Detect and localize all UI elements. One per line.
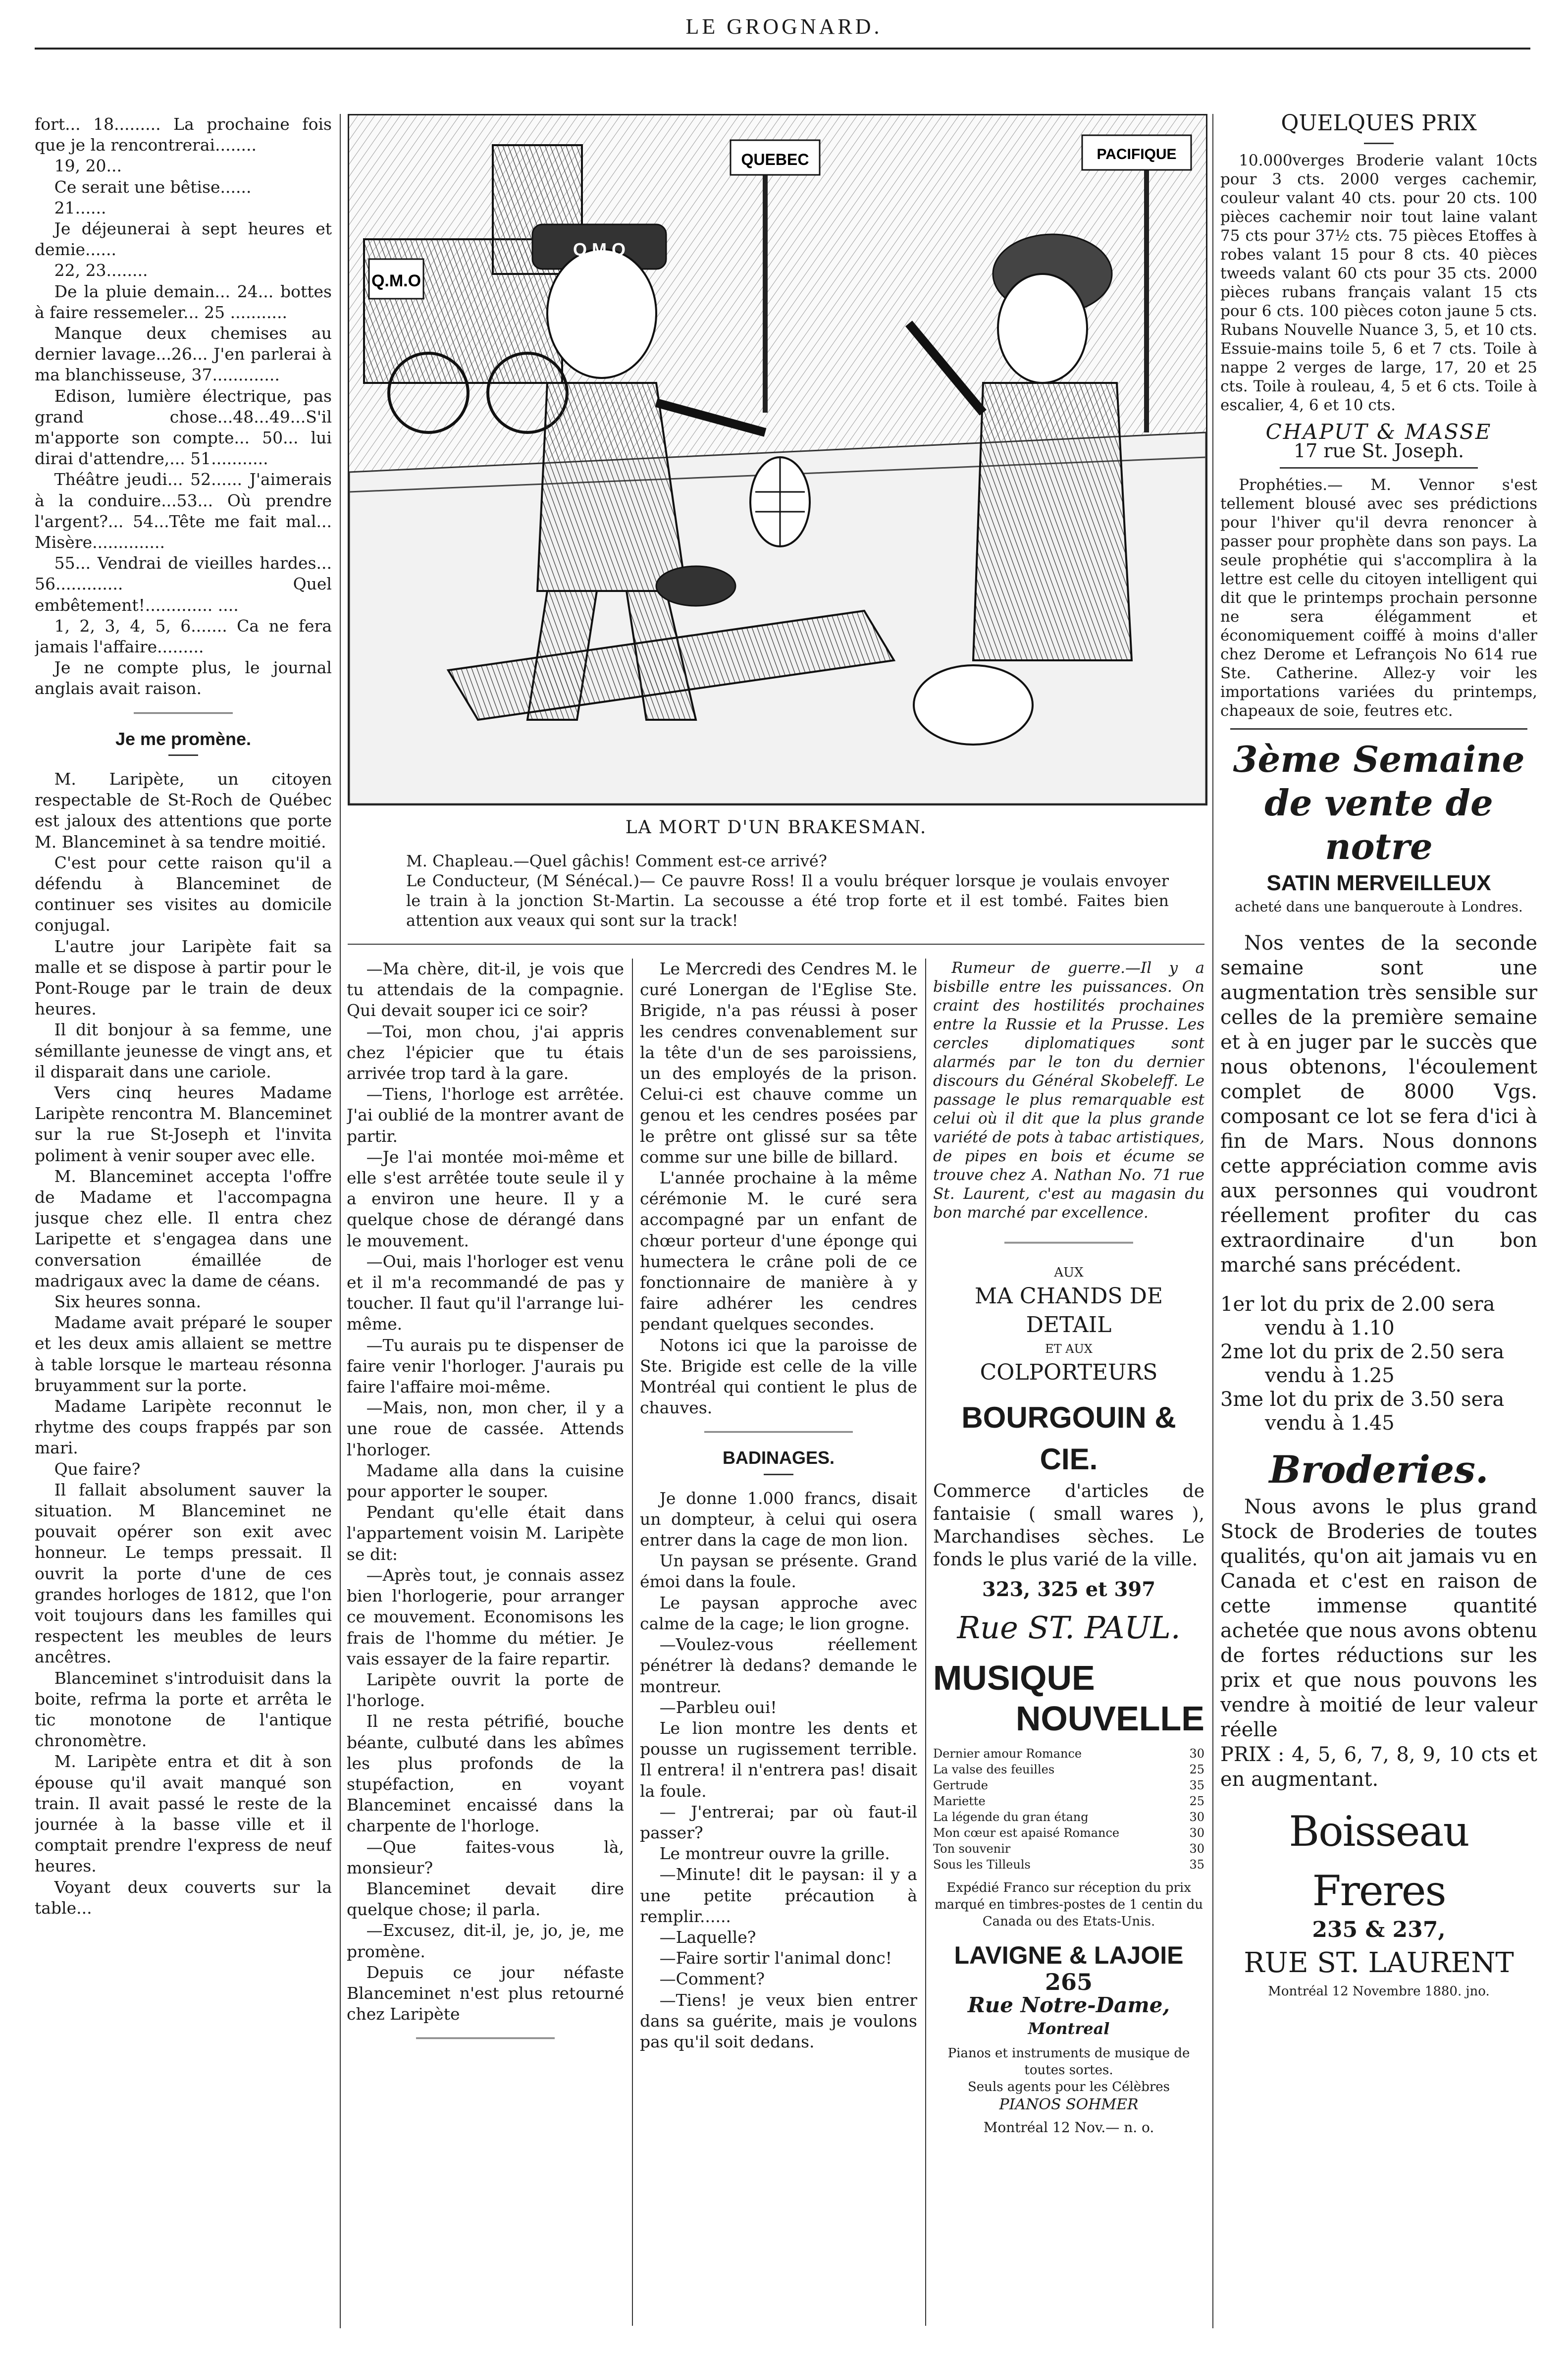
sign-quebec-label: QUEBEC	[741, 151, 809, 168]
paragraph: —Je l'ai montée moi-même et elle s'est arrêtée toute seule il y a environ une heure. Il y a quelque chose de dérangé dans le mouvement.	[347, 1147, 624, 1250]
quelques-prix-title: QUELQUES PRIX	[1281, 114, 1477, 136]
paragraph: Edison, lumière électrique, pas grand chose...48...49...S'il m'apporte son compte... 50... lui dirai d'attendre,... 51...........	[35, 386, 332, 469]
column-3	[640, 959, 917, 2326]
paragraph: Que faire?	[54, 1459, 141, 1479]
broderies-text: Nous avons le plus grand Stock de Broderies de toutes qualités, qu'on ait jamais vu en Canada et c'est en raison de cette immense quantité achetée que nous avons obtenu de fortes réductions sur les prix et que nous pouvons les vendre à moitié de leur valeur réelle	[1220, 1496, 1537, 1741]
paragraph: —Comment?	[659, 1969, 765, 1989]
musique-date: Montréal 12 Nov.— n. o.	[983, 2119, 1154, 2136]
badinages-article	[640, 1488, 917, 2052]
bourgouin-ad	[933, 1263, 1204, 1648]
broderies-prix: PRIX : 4, 5, 6, 7, 8, 9, 10 cts et en augmentant.	[1220, 1743, 1537, 1791]
semaine-line-3: notre	[1325, 825, 1433, 867]
paragraph: Je déjeunerai à sept heures et demie......	[35, 219, 332, 260]
paragraph: Le paysan approche avec calme de la cage; le lion grogne.	[640, 1593, 917, 1633]
song-price: 25	[1189, 1794, 1204, 1808]
song-price: 30	[1189, 1826, 1204, 1840]
paragraph: fort... 18......... La prochaine fois que je la rencontrerai........	[35, 114, 332, 155]
song-name: Mariette	[933, 1794, 986, 1808]
paragraph: 55... Vendrai de vieilles hardes... 56............. Quel embêtement!............. ....	[35, 553, 332, 615]
paragraph: Il fallait absolument sauver la situation. M Blanceminet ne pouvait opérer son exit avec honneur. Le temps pressait. Il ouvrit la porte d'une de ces grandes horloges de 1812, que l'on voit toujours dans les familles qui respectent les meubles de leurs ancêtres.	[35, 1480, 332, 1667]
promene-title: Je me promène.	[115, 728, 252, 749]
song-price: 30	[1189, 1747, 1204, 1761]
semaine-ad	[1220, 738, 1537, 916]
franco-text: Expédié Franco sur réception du prix marqué en timbres-postes de 1 centin du Canada ou des Etats-Unis.	[934, 1880, 1203, 1929]
song-row	[933, 1809, 1204, 1825]
divider	[134, 712, 233, 714]
cartoon-illustration	[348, 114, 1207, 805]
paragraph: —Faire sortir l'animal donc!	[659, 1948, 892, 1968]
chaput-firm: CHAPUT & MASSE	[1265, 420, 1492, 444]
paragraph: Théâtre jeudi... 52...... J'aimerais à la conduire...53... Où prendre l'argent?... 54...Tête me fait mal... Misère..............	[35, 470, 332, 552]
pianos-text: Pianos et instruments de musique de toutes sortes.	[947, 2046, 1190, 2078]
column-1	[35, 114, 332, 2328]
paragraph: Madame alla dans la cuisine pour apporter le souper.	[347, 1460, 624, 1501]
divider	[1280, 467, 1478, 469]
lot-2-price: vendu à 1.25	[1265, 1364, 1395, 1387]
section-rule	[348, 944, 1204, 945]
paragraph: —Tiens, l'horloge est arrêtée. J'ai oublié de la montrer avant de partir.	[347, 1084, 624, 1146]
lavigne-number: 265	[1045, 1969, 1093, 1995]
colporteurs: COLPORTEURS	[980, 1360, 1158, 1385]
divider	[764, 1474, 793, 1475]
paragraph: Notons ici que la paroisse de Ste. Brigide est celle de la ville Montréal qui contient le plus de chauves.	[640, 1335, 917, 1418]
paragraph: —Ma chère, dit-il, je vois que tu attendais de la compagnie. Qui devait souper ici ce soir?	[347, 959, 624, 1020]
lot-3-price: vendu à 1.45	[1265, 1412, 1395, 1435]
paragraph: M. Laripète, un citoyen respectable de St-Roch de Québec est jaloux des attentions que porte M. Blanceminet à sa tendre moitié.	[35, 769, 332, 852]
paragraph: 1, 2, 3, 4, 5, 6....... Ca ne fera jamais l'affaire.........	[35, 616, 332, 657]
paragraph: Le lion montre les dents et pousse un rugissement terrible. Il entrera! il n'entrera pas! disait la foule.	[640, 1718, 917, 1801]
paragraph: Je ne compte plus, le journal anglais avait raison.	[35, 658, 332, 698]
song-price: 35	[1189, 1858, 1204, 1872]
song-row	[933, 1825, 1204, 1841]
paragraph: —Excusez, dit-il, je, jo, je, me promène.	[347, 1921, 624, 1961]
masthead: LE GROGNARD.	[685, 14, 883, 39]
paragraph: Le Mercredi des Cendres M. le curé Lonergan de l'Eglise Ste. Brigide, n'a pas réussi à poser les cendres convenablement sur la tête d'un de ses paroissiens, un des employés de la prison. Celui-ci est chauve comme un genou et les cendres posées par le prêtre ont glissé sur sa tête comme sur une bille de billard.	[640, 959, 917, 1167]
chaput-address: 17 rue St. Joseph.	[1293, 440, 1464, 462]
boisseau-number: 235 & 237,	[1312, 1917, 1446, 1942]
lot-1: 1er lot du prix de 2.00 sera	[1220, 1293, 1495, 1316]
paragraph: Blanceminet devait dire quelque chose; il parla.	[347, 1878, 624, 1920]
lot-3: 3me lot du prix de 3.50 sera	[1220, 1388, 1505, 1411]
lot-1-price: vendu à 1.10	[1265, 1317, 1395, 1339]
propheties-text: Prophéties.— M. Vennor s'est tellement blousé avec ses prédictions pour l'hiver qu'il devra renoncer à passer pour prophète dans son pays. La seule prophétie qui s'accomplira à la lettre est celle du citoyen intelligent qui dit que le printemps prochain personne ne sera élégamment et économiquement coiffé à moins d'aller chez Derome et Lefrançois No 614 rue Ste. Catherine. Allez-y voir les importations variées du printemps, chapeaux de soie, feutres etc.	[1220, 476, 1537, 720]
paragraph: —Parbleu oui!	[659, 1697, 777, 1717]
paragraph: Manque deux chemises au dernier lavage...26... J'en parlerai à ma blanchisseuse, 37.............	[35, 323, 332, 385]
divider	[704, 1431, 853, 1433]
divider	[1004, 1242, 1133, 1243]
paragraph: —Tiens! je veux bien entrer dans sa guérite, mais je voulons pas qu'il soit dedans.	[640, 1990, 917, 2051]
paragraph: —Après tout, je connais assez bien l'horlogerie, pour arranger ce mouvement. Economisons les frais de l'homme du métier. Je vais essayer de la faire repartir.	[347, 1565, 624, 1668]
paragraph: Voyant deux couverts sur la table...	[35, 1877, 332, 1918]
paragraph: L'année prochaine à la même cérémonie M. le curé sera accompagné par un enfant de chœur porteur d'une éponge qui humectera le crâne poli de ce fonctionnaire de manière à y faire adhérer les cendres pendant quelques secondes.	[640, 1168, 917, 1334]
prix-text: 10.000verges Broderie valant 10cts pour 3 cts. 2000 verges cachemir, couleur valant 40 cts. pour 20 cts. 100 pièces cachemir noir tout laine valant 75 cts pour 37½ cts. 75 pièces Etoffes à robes valant 15 pour 8 cts. 40 pièces tweeds valant 60 cts pour 35 cts. 2000 pièces rubans français valant 15 cts pour 6 cts. 100 pièces coton jaune 5 cts. Rubans Nouvelle Nuance 3, 5, et 10 cts. Essuie-mains toile 5, 6 et 7 cts. Toile à nappe 2 verges de large, 17, 20 et 25 cts. Toile à rouleau, 4, 5 et 6 cts. Toile à escalier, 4, 6 et 10 cts.	[1220, 152, 1537, 414]
paragraph: Blanceminet s'introduisit dans la boite, refrma la porte et arrêta le tic monotone de l'antique chronomètre.	[35, 1668, 332, 1751]
song-row	[933, 1762, 1204, 1777]
paragraph: Un paysan se présente. Grand émoi dans la foule.	[640, 1551, 917, 1592]
paragraph: —Oui, mais l'horloger est venu et il m'a recommandé de pas y toucher. Il faut qu'il l'arrange lui-même.	[347, 1251, 624, 1334]
song-name: La légende du gran étang	[933, 1810, 1089, 1824]
divider	[416, 2037, 555, 2039]
column-rule	[632, 959, 633, 2326]
lavigne-city: Montreal	[1028, 2019, 1110, 2038]
paragraph: —Tu aurais pu te dispenser de faire venir l'horloger. J'aurais pu faire l'affaire moi-même.	[347, 1335, 624, 1397]
paragraph: Je donne 1.000 francs, disait un dompteur, à celui qui osera entrer dans la cage de mon lion.	[640, 1488, 917, 1550]
song-row	[933, 1857, 1204, 1873]
paragraph: C'est pour cette raison qu'il a défendu à Blanceminet de continuer ses visites au domicile conjugal.	[35, 853, 332, 935]
promene-article	[35, 769, 332, 1919]
lot-2: 2me lot du prix de 2.50 sera	[1220, 1340, 1505, 1363]
paragraph: Ce serait une bêtise......	[54, 177, 252, 197]
song-price: 30	[1189, 1842, 1204, 1856]
paragraph: 21......	[54, 198, 106, 217]
song-name: Gertrude	[933, 1778, 988, 1792]
song-list	[933, 1746, 1204, 1873]
song-price: 30	[1189, 1810, 1204, 1824]
rumeur-article: Rumeur de guerre.—Il y a bisbille entre les puissances. On craint des hostilités prochaines entre la Russie et la Prusse. Les cercles diplomatiques sont alarmés par le ton du dernier discours du Général Skobeleff. Le passage le plus remarquable est celui où il dit que la plus grande variété de pots à tabac artistiques, de pipes en bois et écume se trouve chez A. Nathan No. 71 rue St. Laurent, c'est au magasin du bon marché par excellence.	[933, 959, 1204, 1222]
bourgouin-name: BOURGOUIN & CIE.	[961, 1401, 1176, 1476]
satin-title: SATIN MERVEILLEUX	[1266, 871, 1491, 895]
paragraph: —Laquelle?	[659, 1927, 756, 1947]
countdown-text	[35, 114, 332, 699]
pianos-brand: PIANOS SOHMER	[999, 2096, 1139, 2113]
musique-title: MUSIQUE	[933, 1659, 1095, 1697]
song-name: Ton souvenir	[933, 1842, 1011, 1856]
column-4	[933, 959, 1204, 2326]
ventes-text: Nos ventes de la seconde semaine sont une augmentation très sensible sur celles de la première semaine et à en juger par le succès que nous obtenons, l'écoulement complet de 8000 Vgs. composant ce lot se fera d'ici à fin de Mars. Nous donnons cette appréciation comme avis aux personnes qui voudront réellement profiter du cas extraordinaire d'un bon marché sans précédent.	[1220, 932, 1537, 1277]
bourgouin-street: Rue ST. PAUL.	[957, 1609, 1181, 1646]
musique-ad	[933, 1658, 1204, 2137]
lantern	[750, 457, 810, 546]
paragraph: Il ne resta pétrifié, bouche béante, culbuté dans les abîmes les plus profonds de la stupéfaction, en voyant Blanceminet encaissé dans la charpente de l'horloge.	[347, 1712, 624, 1836]
divider	[1230, 728, 1527, 730]
paragraph: Six heures sonna.	[54, 1291, 202, 1311]
et-aux: ET AUX	[1045, 1342, 1093, 1356]
paragraph: Le montreur ouvre la grille.	[659, 1844, 890, 1864]
divider	[168, 754, 198, 756]
boisseau-name: Boisseau Freres	[1289, 1807, 1469, 1915]
paragraph: — J'entrerai; par où faut-il passer?	[640, 1802, 917, 1842]
song-row	[933, 1746, 1204, 1762]
column-5	[1220, 114, 1537, 2328]
paragraph: Laripète ouvrit la porte de l'horloge.	[347, 1669, 624, 1711]
paragraph: 22, 23........	[54, 261, 148, 280]
caption-line: M. Chapleau.—Quel gâchis! Comment est-ce arrivé?	[406, 852, 827, 870]
clock-story-continued	[347, 959, 624, 2025]
paragraph: 19, 20...	[54, 156, 122, 176]
song-name: Sous les Tilleuls	[933, 1858, 1031, 1872]
locomotive-label: Q.M.O	[371, 271, 421, 290]
paragraph: L'autre jour Laripète fait sa malle et se dispose à partir pour le Pont-Rouge par le train de deux heures.	[35, 936, 332, 1019]
badinages-title: BADINAGES.	[722, 1447, 835, 1468]
bourgouin-numbers: 323, 325 et 397	[982, 1578, 1156, 1601]
song-name: Mon cœur est apaisé Romance	[933, 1826, 1120, 1840]
lavigne-street: Rue Notre-Dame,	[967, 1993, 1170, 2017]
song-name: Dernier amour Romance	[933, 1747, 1082, 1761]
paragraph: —Minute! dit le paysan: il y a une petite précaution à remplir......	[640, 1865, 917, 1926]
song-price: 25	[1189, 1763, 1204, 1776]
boisseau-date: Montréal 12 Novembre 1880. jno.	[1268, 1984, 1490, 1999]
paragraph: Depuis ce jour néfaste Blanceminet n'est plus retourné chez Laripète	[347, 1962, 624, 2024]
column-rule	[1212, 114, 1213, 2328]
cendres-article	[640, 959, 917, 1418]
boisseau-street: RUE ST. LAURENT	[1244, 1947, 1514, 1979]
nouvelle-title: NOUVELLE	[1015, 1699, 1204, 1738]
sign-pacifique-label: PACIFIQUE	[1097, 146, 1177, 162]
divider	[1364, 143, 1394, 144]
broderies-title: Broderies.	[1269, 1447, 1489, 1492]
column-rule	[340, 114, 341, 2328]
song-row	[933, 1841, 1204, 1857]
achete-text: acheté dans une banqueroute à Londres.	[1235, 899, 1523, 915]
paragraph: Madame Laripète reconnut le rhytme des coups frappés par son mari.	[35, 1396, 332, 1458]
song-price: 35	[1189, 1778, 1204, 1792]
caption-line: Le Conducteur, (M Sénécal.)— Ce pauvre Ross! Il a voulu bréquer lorsque je voulais envoyer le train à la jonction St-Martin. La secousse a été trop forte et il est tombé. Faites bien attention aux veaux qui sont sur la track!	[406, 871, 1169, 930]
paragraph: —Mais, non, mon cher, il y a une roue de cassée. Attends l'horloger.	[347, 1398, 624, 1459]
song-name: La valse des feuilles	[933, 1763, 1055, 1776]
paragraph: —Voulez-vous réellement pénétrer là dedans? demande le montreur.	[640, 1635, 917, 1696]
song-row	[933, 1793, 1204, 1809]
bourgouin-desc: Commerce d'articles de fantaisie ( small wares ), Marchandises sèches. Le fonds le plus varié de la ville.	[933, 1481, 1204, 1570]
semaine-line-1: 3ème Semaine	[1233, 738, 1525, 780]
song-row	[933, 1777, 1204, 1793]
agents-text: Seuls agents pour les Célèbres	[967, 2080, 1170, 2094]
paragraph: Il dit bonjour à sa femme, une sémillante jeunesse de vingt ans, et il disparait dans une cariole.	[35, 1020, 332, 1081]
semaine-line-2: de vente de	[1264, 782, 1493, 824]
paragraph: M. Laripète entra et dit à son épouse qu'il avait manqué son train. Il avait passé le reste de la journée à la basse ville et il comptait prendre l'express de neuf heures.	[35, 1752, 332, 1876]
marchands: MA CHANDS DE DETAIL	[975, 1284, 1163, 1338]
caption-title: LA MORT D'UN BRAKESMAN.	[625, 817, 927, 838]
paragraph: M. Blanceminet accepta l'offre de Madame et l'accompagna jusque chez elle. Il entra chez Laripette et s'engagea dans une conversation émaillée de madrigaux avec la dame de céans.	[35, 1166, 332, 1290]
masthead-rule	[35, 48, 1530, 50]
paragraph: Pendant qu'elle était dans l'appartement voisin M. Laripète se dit:	[347, 1502, 624, 1564]
column-2	[347, 959, 624, 2326]
lots	[1220, 1292, 1537, 1435]
paragraph: —Que faites-vous là, monsieur?	[347, 1837, 624, 1877]
paragraph: Madame avait préparé le souper et les deux amis allaient se mettre à table lorsque le marteau résonna bruyamment sur la porte.	[35, 1313, 332, 1395]
cap-label: Q.M.O	[573, 239, 626, 260]
cartoon-caption	[406, 851, 1169, 930]
paragraph: Vers cinq heures Madame Laripète rencontra M. Blanceminet sur la rue St-Joseph et l'invita poliment à venir souper avec elle.	[35, 1082, 332, 1165]
lavigne-firm: LAVIGNE & LAJOIE	[954, 1941, 1184, 1969]
cartoon-drawing	[349, 115, 1206, 804]
paragraph: De la pluie demain... 24... bottes à faire ressemeler... 25 ...........	[35, 281, 332, 322]
column-rule	[925, 959, 926, 2326]
aux: AUX	[1054, 1265, 1084, 1280]
paragraph: —Toi, mon chou, j'ai appris chez l'épicier que tu étais arrivée trop tard à la gare.	[347, 1021, 624, 1083]
